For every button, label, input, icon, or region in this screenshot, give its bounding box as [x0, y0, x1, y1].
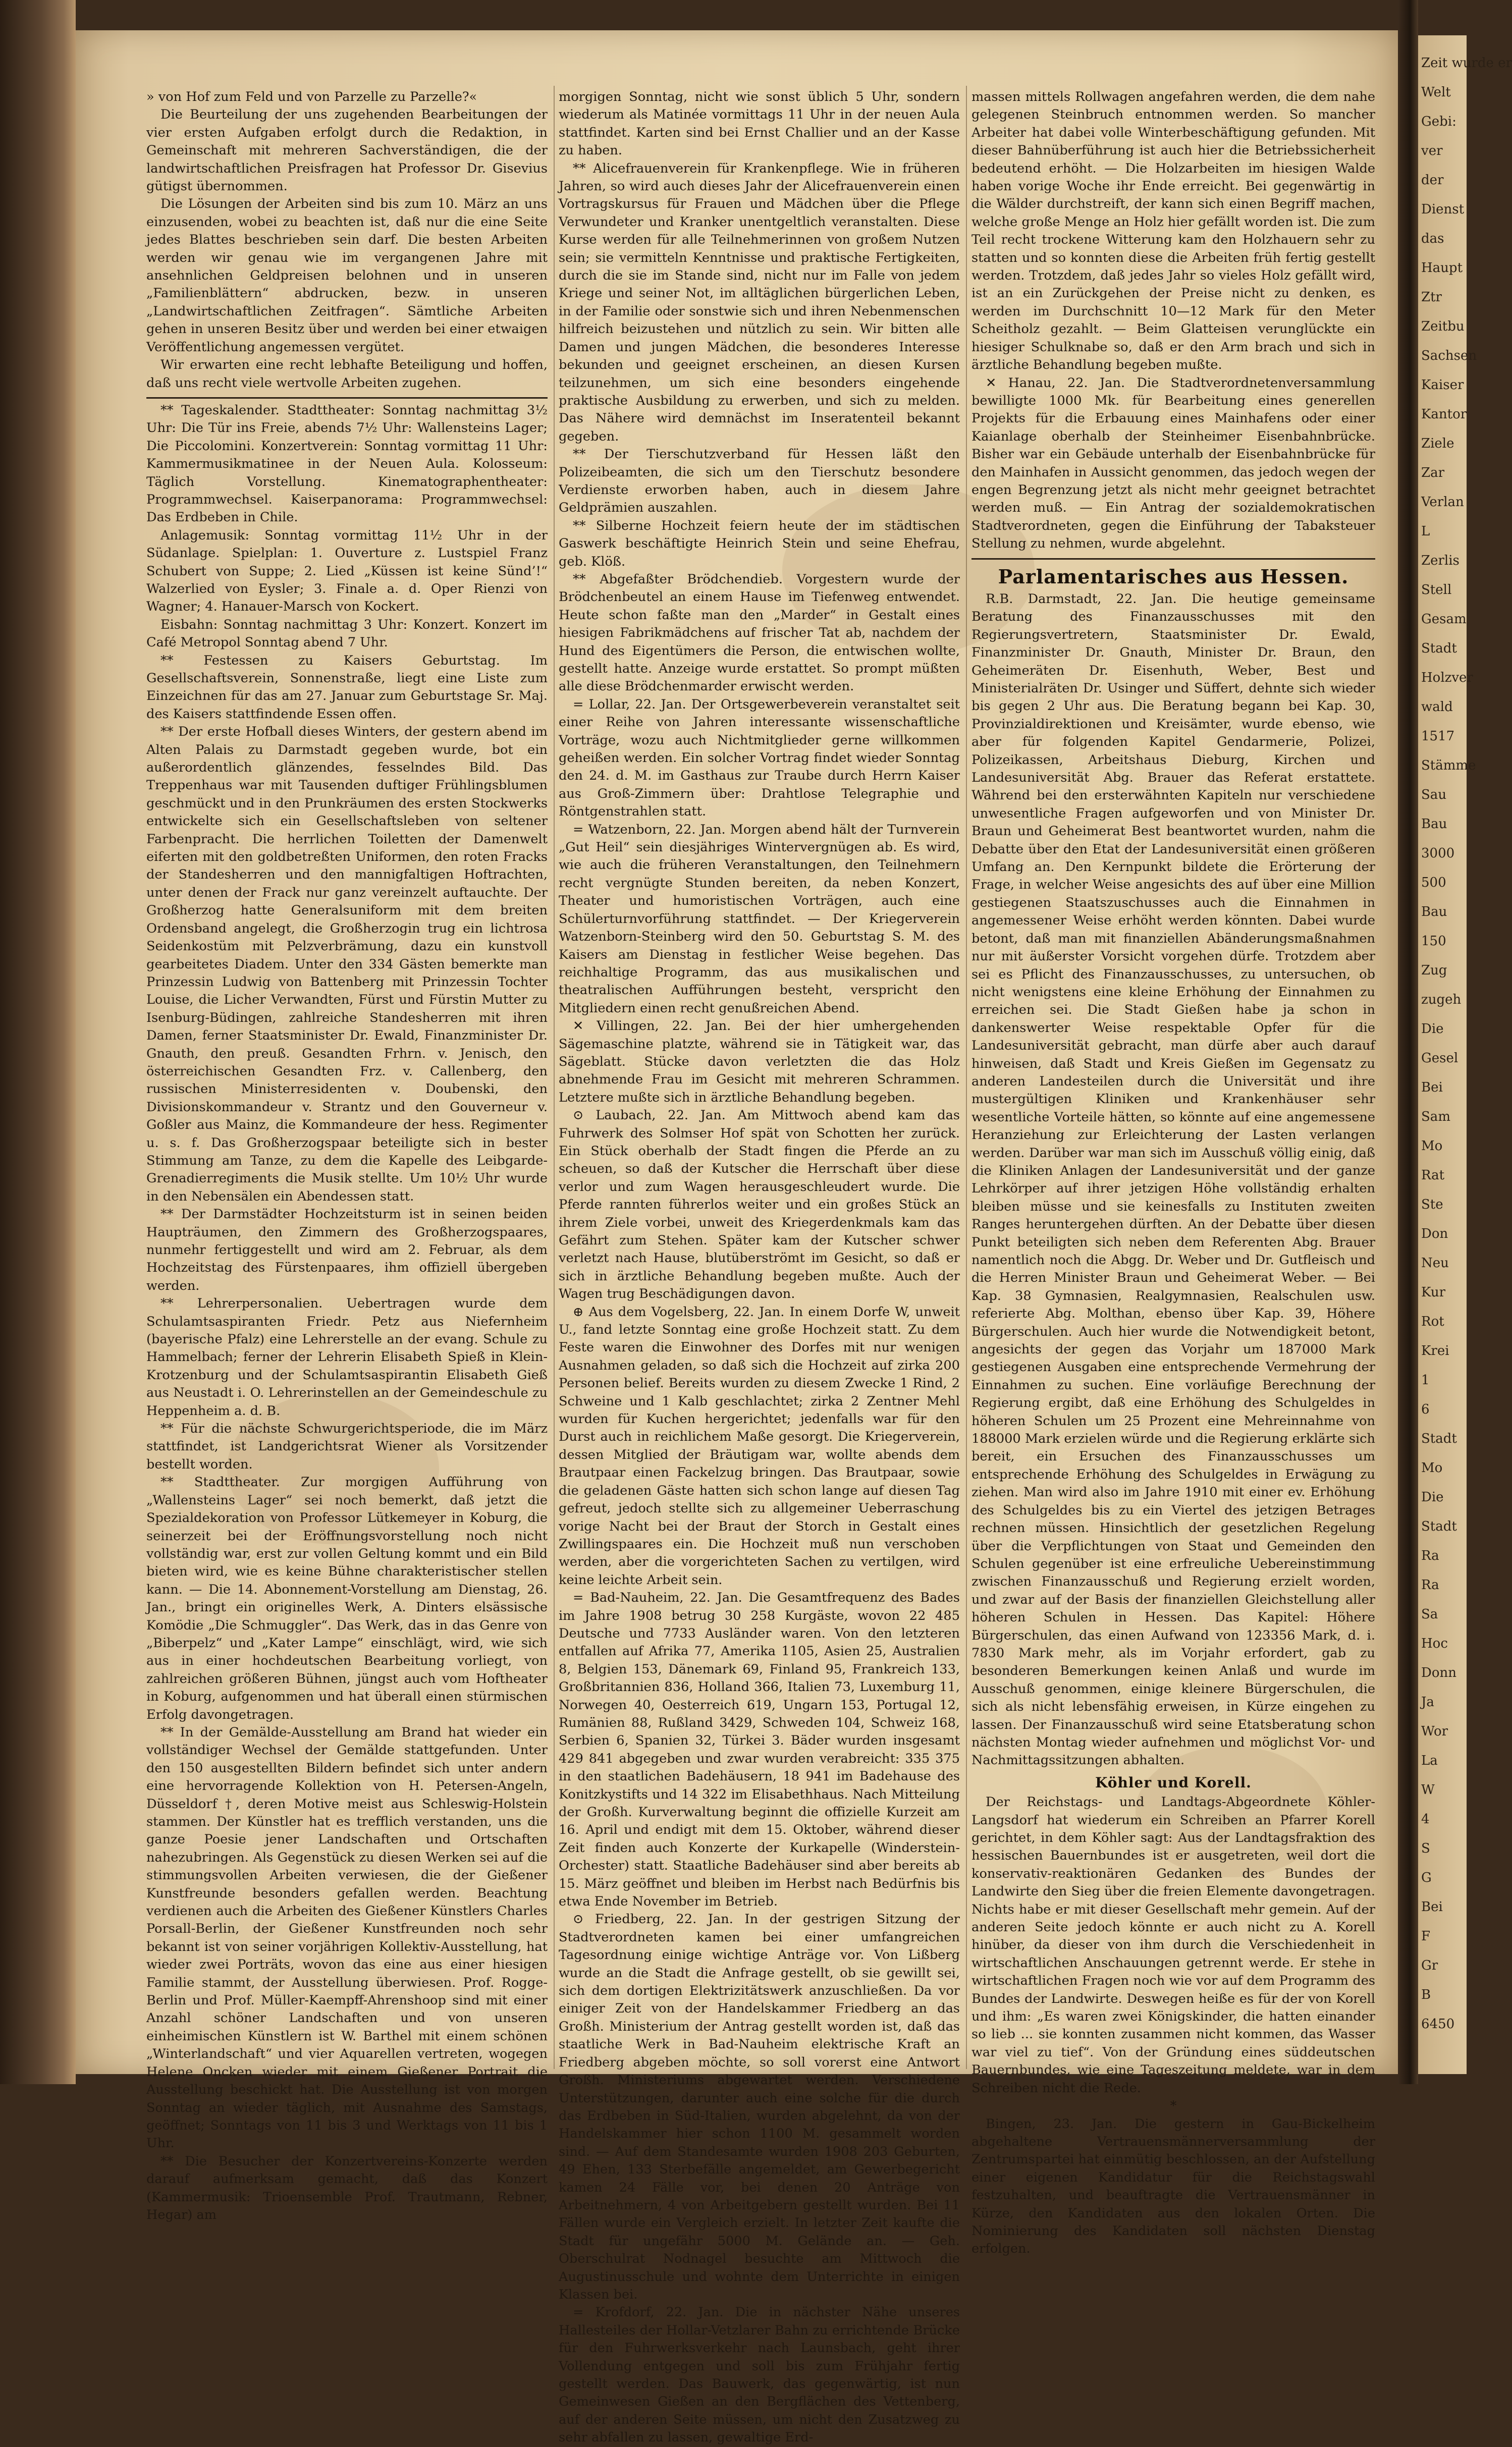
adjacent-page-fragment: Ziele [1421, 436, 1454, 451]
article-paragraph: ** Der Darmstädter Hochzeitsturm ist in seinen beiden Haupträumen, den Zimmern des Großherzogspaares, nunmehr fertiggestellt und wird am 2. Februar, als dem Hochzeitstag des Fürstenpaares, ihm offiziell übergeben werden. [146, 1207, 548, 1293]
adjacent-page-fragment: Stadt [1421, 1519, 1457, 1534]
adjacent-page-fragment: Stadt [1421, 1431, 1457, 1446]
article-paragraph: » von Hof zum Feld und von Parzelle zu Parzelle?« [146, 89, 477, 104]
adjacent-page-fragment: Welt [1421, 85, 1451, 100]
adjacent-page-fragment: Ste [1421, 1197, 1443, 1212]
adjacent-page-fragment: 4 [1421, 1812, 1430, 1827]
adjacent-page-fragment: Zeitbu [1421, 319, 1465, 334]
adjacent-page-fragment: Sau [1421, 787, 1447, 802]
adjacent-page-edge [1418, 35, 1512, 2074]
adjacent-page-fragment: das [1421, 231, 1444, 246]
article-paragraph: = Bad-Nauheim, 22. Jan. Die Gesamtfrequenz des Bades im Jahre 1908 betrug 30 258 Kurgäste, wovon 22 485 Deutsche und 7733 Ausländer waren. Von den letzteren entfallen auf Afrika 77, Amerika 1105, Asien 25, Australien 8, Belgien 153, Dänemark 69, Finland 95, Frankreich 133, Großbritannien 836, Holland 366, Italien 73, Luxemburg 11, Norwegen 40, Oesterreich 619, Ungarn 153, Portugal 12, Rumänien 88, Rußland 3429, Schweden 104, Schweiz 168, Serbien 6, Spanien 32, Türkei 3. Bäder wurden insgesamt 429 841 abgegeben und zwar wurden verabreicht: 335 375 in den staatlichen Badehäusern, 18 941 im Badehause des Konitzkystifts und 14 322 im Elisabethhaus. Nach Mitteilung der Großh. Kurverwaltung beginnt die offizielle Kurzeit am 16. April und endigt mit dem 15. Oktober, während dieser Zeit finden auch Konzerte der Kurkapelle (Winderstein-Orchester) statt. Staatliche Badehäuser sind aber bereits ab 15. März geöffnet und bleiben im Herbst nach Bedürfnis bis etwa Ende November im Betrieb. [559, 1590, 960, 1910]
adjacent-page-fragment: Haupt [1421, 260, 1463, 276]
column-3 [971, 88, 1375, 2258]
adjacent-page-fragment: Ja [1421, 1695, 1434, 1710]
adjacent-page-fragment: Ra [1421, 1548, 1439, 1563]
adjacent-page-fragment: Neu [1421, 1256, 1449, 1271]
article-paragraph: ** Für die nächste Schwurgerichtsperiode, die im März stattfindet, ist Landgerichtsrat Wiener als Vorsitzender bestellt worden. [146, 1421, 548, 1472]
adjacent-page-fragment: Zug [1421, 963, 1447, 978]
adjacent-page-fragment: S [1421, 1841, 1430, 1856]
adjacent-page-fragment: Mo [1421, 1460, 1443, 1476]
adjacent-page-fragment: Bei [1421, 1080, 1443, 1095]
article-paragraph: ⊙ Laubach, 22. Jan. Am Mittwoch abend kam das Fuhrwerk des Solmser Hof spät von Schotten her zurück. Ein Stück oberhalb der Stadt fingen die Pferde an zu scheuen, so daß der Kutscher die Herrschaft über diese verlor und zum Wagen herausgeschleudert wurde. Die Pferde rannten führerlos weiter und ein großes Stück an ihrem Ziele vorbei, unweit des Kriegerdenkmals kam das Gefährt zum Stehen. Später kam der Kutscher schwer verletzt nach Hause, blutüberströmt im Gesicht, so daß er sich in ärztliche Behandlung begeben mußte. Auch der Wagen trug Beschädigungen davon. [559, 1108, 960, 1302]
adjacent-page-fragment: La [1421, 1753, 1438, 1768]
adjacent-page-fragment: B [1421, 1987, 1431, 2002]
article-paragraph: massen mittels Rollwagen angefahren werden, die dem nahe gelegenen Steinbruch entnommen werden. So mancher Arbeiter hat dabei volle Winterbeschäftigung gefunden. Mit dieser Bahnüberführung ist auch hier die Betriebssicherheit bedeutend erhöht. — Die Holzarbeiten im hiesigen Walde haben vorige Woche ihr Ende erreicht. Bei gegenwärtig in die Wälder durchstreift, der kann sich einen Begriff machen, welche große Menge an Holz hier gefällt worden ist. Die zum Teil recht trockene Witterung kam den Holzhauern sehr zu statten und so konnten diese die Arbeiten früh fertig gestellt werden. Trotzdem, daß jedes Jahr so vieles Holz gefällt wird, ist an ein Zurückgehen der Preise nicht zu denken, es werden im Durchschnitt 10—12 Mark für den Meter Scheitholz gezahlt. — Beim Glatteisen verunglückte ein hiesiger Schulknabe so, daß er den Arm brach und sich in ärztliche Behandlung begeben mußte. [971, 89, 1375, 373]
adjacent-page-fragment: 3000 [1421, 846, 1455, 861]
column-rule [966, 86, 967, 2069]
adjacent-page-fragment: Don [1421, 1226, 1448, 1241]
adjacent-page-fragment: Zerlis [1421, 553, 1460, 568]
article-paragraph: Wir erwarten eine recht lebhafte Beteiligung und hoffen, daß uns recht viele wertvolle Arbeiten zugehen. [146, 357, 548, 391]
column-2 [559, 88, 960, 2447]
article-paragraph: ⊕ Aus dem Vogelsberg, 22. Jan. In einem Dorfe W, unweit U., fand letzte Sonntag eine große Hochzeit statt. Zu dem Feste waren die Einwohner des Dorfes mit nur wenigen Ausnahmen geladen, so daß sich die Hochzeit auf zirka 200 Personen belief. Bereits wurden zu diesem Zwecke 1 Rind, 2 Schweine und 1 Kalb geschlachtet; zirka 2 Zentner Mehl wurden für Kuchen hergerichtet; jedenfalls war für den Durst auch in reichlichem Maße gesorgt. Die Kriegerverein, dessen Mitglied der Bräutigam war, wollte abends dem Brautpaar einen Fackelzug bringen. Das Brautpaar, sowie die geladenen Gäste hatten sich schon lange auf diesen Tag gefreut, jedoch stellte sich zu allgemeiner Ueberraschung vorige Nacht bei der Braut der Storch in Gestalt eines Zwillingspaares ein. Die Hochzeit muß nun verschoben werden, aber die vorgerichteten Sachen zu vertilgen, wird keine leichte Arbeit sein. [559, 1304, 960, 1588]
column-rule [554, 86, 555, 2069]
adjacent-page-fragment: Sam [1421, 1109, 1450, 1124]
article-paragraph: ** Silberne Hochzeit feiern heute der im städtischen Gaswerk beschäftigte Heinrich Stein und seine Ehefrau, geb. Klöß. [559, 518, 960, 569]
adjacent-page-fragment: Die [1421, 1021, 1444, 1037]
adjacent-page-fragment: W [1421, 1782, 1435, 1798]
adjacent-page-fragment: 6450 [1421, 2017, 1455, 2032]
article-paragraph: ✕ Hanau, 22. Jan. Die Stadtverordnetenversammlung bewilligte 1000 Mk. für Bearbeitung eines generellen Projekts für die Erbauung eines Mainhafens oder einer Kaianlage oberhalb der Steinheimer Eisenbahnbrücke. Bisher war ein Gebäude unterhalb der Eisenbahnbrücke für den Mainhafen in Aussicht genommen, das jedoch wegen der engen Begrenzung jetzt als nicht mehr geeignet betrachtet werden muß. — Ein Antrag der sozialdemokratischen Stadtverordneten, gegen die Einführung der Tabaksteuer Stellung zu nehmen, wurde abgelehnt. [971, 375, 1375, 552]
article-paragraph: ** Der Tierschutzverband für Hessen läßt den Polizeibeamten, die sich um den Tierschutz besondere Verdienste erworben haben, auch in diesem Jahre Geldprämien auszahlen. [559, 447, 960, 516]
adjacent-page-fragment: Bau [1421, 817, 1447, 832]
subsection-heading: Köhler und Korell. [1095, 1774, 1252, 1791]
adjacent-page-fragment: Zeit wurde er [1421, 56, 1512, 71]
adjacent-page-fragment: Stämme [1421, 758, 1476, 773]
article-paragraph: ** Festessen zu Kaisers Geburtstag. Im Gesellschaftsverein, Sonnenstraße, liegt eine Liste zum Einzeichnen für das am 27. Januar zum Geburtstage Sr. Maj. des Kaisers stattfindende Essen offen. [146, 652, 548, 722]
section-divider [971, 558, 1375, 560]
article-paragraph: = Watzenborn, 22. Jan. Morgen abend hält der Turnverein „Gut Heil“ sein diesjähriges Wintervergnügen ab. Es wird, wie auch die früheren Veranstaltungen, den Teilnehmern recht vergnügte Stunden bereiten, da neben Konzert, Theater und humoristischen Vorträgen, auch eine Schülerturnvorführung stattfindet. — Der Kriegerverein Watzenborn-Steinberg wird den 50. Geburtstag S. M. des Kaisers am Dienstag in festlicher Weise begehen. Das reichhaltige Programm, das aus musikalischen und theatralischen Aufführungen besteht, verspricht den Mitgliedern einen recht genußreichen Abend. [559, 822, 960, 1016]
adjacent-page-fragment: Holzver [1421, 670, 1473, 685]
adjacent-page-fragment: Zar [1421, 465, 1444, 480]
adjacent-page-fragment: Rat [1421, 1168, 1445, 1183]
article-paragraph: morgigen Sonntag, nicht wie sonst üblich 5 Uhr, sondern wiederum als Matinée vormittags 11 Uhr in der neuen Aula stattfindet. Karten sind bei Ernst Challier und an der Kasse zu haben. [559, 89, 960, 158]
adjacent-page-fragment: der [1421, 173, 1444, 188]
article-paragraph: ** Der erste Hofball dieses Winters, der gestern abend im Alten Palais zu Darmstadt gegeben wurde, bot ein außerordentlich glänzendes, fesselndes Bild. Das Treppenhaus war mit Tausenden duftiger Frühlingsblumen geschmückt und in den Prunkräumen des ersten Stockwerks entwickelte sich ein Gesellschaftsleben von seltener Farbenpracht. Die herrlichen Toiletten der Damenwelt eiferten mit den goldbetreßten Uniformen, den roten Fracks der Standesherren und den mannigfaltigen Hoftrachten, unter denen der Frack nur ganz vereinzelt auftauchte. Der Großherzog hatte Generalsuniform mit dem breiten Ordensband angelegt, die Großherzogin trug ein lichtrosa Seidenkostüm mit Pelzverbrämung, dazu ein kunstvoll gearbeitetes Diadem. Unter den 334 Gästen bemerkte man Prinzessin Ludwig von Battenberg mit Prinzessin Tochter Louise, die Licher Verwandten, Fürst und Fürstin Mutter zu Isenburg-Büdingen, zahlreiche Standesherren mit ihren Damen, ferner Staatsminister Dr. Ewald, Finanzminister Dr. Gnauth, den preuß. Gesandten Frhrn. v. Jenisch, den österreichischen Gesandten Frz. v. Callenberg, den russischen Ministerresidenten v. Doubenski, den Divisionskommandeur v. Strantz und den Gouverneur v. Goßler aus Mainz, die Kommandeure der hess. Regimenter u. s. f. Das Großherzogspaar beteiligte sich in bester Stimmung am Tanze, zu dem die Kapelle des Leibgarde-Grenadierregiments die Musik stellte. Um 10½ Uhr wurde in den Nebensälen ein Abendessen statt. [146, 724, 548, 1204]
article-paragraph: R.B. Darmstadt, 22. Jan. Die heutige gemeinsame Beratung des Finanzausschusses mit den Regierungsvertretern, Staatsminister Dr. Ewald, Finanzminister Dr. Gnauth, Minister Dr. Braun, den Geheimeräten Dr. Eisenhuth, Weber, Best und Ministerialräten Dr. Usinger und Süffert, dehnte sich wieder bis gegen 2 Uhr aus. Die Beratung begann bei Kap. 30, Provinzialdirektionen und Kreisämter, wurde ebenso, wie aber für folgenden Kapitel Gendarmerie, Polizei, Polizeikassen, Arbeitshaus Dieburg, Kirchen und Landesuniversität Abg. Brauer das Referat erstattete. Während bei den ersterwähnten Kapiteln nur verschiedene unwesentliche Fragen aufgeworfen und von Minister Dr. Braun und Geheimerat Best beantwortet wurden, nahm die Debatte über den Etat der Landesuniversität einen größeren Umfang an. Den Kernpunkt bildete die Erörterung der Frage, in welcher Weise angesichts des auf über eine Million gestiegenen Staatszuschusses auch die Einnahmen in angemessener Weise erhöht werden könnten. Dabei wurde betont, daß man mit finanziellen Abänderungsmaßnahmen nur mit äußerster Vorsicht vorgehen dürfe. Trotzdem aber sei es Pflicht des Finanzausschusses, zu untersuchen, ob nicht wenigstens eine kleine Erhöhung der Einnahmen zu erreichen sei. Die Stadt Gießen habe ja schon in dankenswerter Weise respektable Opfer für die Landesuniversität gebracht, man dürfe aber auch darauf hinweisen, daß Stadt und Kreis Gießen im Gegensatz zu anderen Landesteilen durch die Universität und ihre mustergültigen Kliniken und Krankenhäuser sehr wesentliche Vorteile hätten, so könnte auf eine angemessene Heranziehung zur Erleichterung der Lasten verlangen werden. Darüber war man sich im Ausschuß völlig einig, daß die Kliniken Anlagen der Landesuniversität und der ganze Lehrkörper auf ihrer jetzigen Höhe vollständig erhalten bleiben müsse und sie keinesfalls zu Instituten zweiten Ranges heruntergehen dürften. An der Debatte über diesen Punkt beteiligten sich neben dem Referenten Abg. Brauer namentlich noch die Abgg. Dr. Weber und Dr. Gutfleisch und die Herren Minister Braun und Geheimerat Weber. — Bei Kap. 38 Gymnasien, Realgymnasien, Realschulen usw. referierte Abg. Molthan, ebenso über Kap. 39, Höhere Bürgerschulen. Auch hier wurde die Notwendigkeit betont, angesichts der gegen das Vorjahr um 187000 Mark gestiegenen Ausgaben eine entsprechende Vermehrung der Einnahmen zu suchen. Eine vorläufige Berechnung der Regierung ergibt, daß eine Erhöhung des Schulgeldes in höheren Schulen um 25 Prozent eine Mehreinnahme von 188000 Mark erzielen würde und die Regierung erklärte sich bereit, ein Ersuchen des Finanzausschusses um entsprechende Erhöhung des Schulgeldes in Erwägung zu ziehen. Man wird also im Jahre 1910 mit einer ev. Erhöhung des Schulgeldes bis zu ein Viertel des jetzigen Betrages rechnen müssen. Hinsichtlich der gesetzlichen Regelung über die Verpflichtungen von Staat und Gemeinden den Schulen gegenüber ist eine erfreuliche Uebereinstimmung zwischen Finanzausschuß und Regierung erzielt worden, und zwar auf der Basis der finanziellen Gleichstellung aller höheren Schulen in Hessen. Das Kapitel: Höhere Bürgerschulen, das einen Aufwand von 123356 Mark, d. i. 7830 Mark mehr, als im Vorjahr erfordert, gab zu besonderen Bemerkungen keinen Anlaß und wurde im Ausschuß genommen, einige kleinere Bürgerschulen, die sich als nicht lebensfähig erweisen, in Kürze eingehen zu lassen. Der Finanzausschuß wird seine Etatsberatung schon nächsten Montag wieder aufnehmen und möglichst Vor- und Nachmittagssitzungen abhalten. [971, 591, 1375, 1768]
adjacent-page-fragment: wald [1421, 699, 1453, 715]
section-divider [146, 397, 548, 399]
article-paragraph: ⊙ Friedberg, 22. Jan. In der gestrigen Sitzung der Stadtverordneten kamen bei einer umfangreichen Tagesordnung einige wichtige Anträge vor. Von Lißberg wurde an die Stadt die Anfrage gestellt, ob sie gewillt sei, sich dem dortigen Elektrizitätswerk anzuschließen. Da vor einiger Zeit von der Handelskammer Friedberg an das Großh. Ministerium der Antrag gestellt worden ist, daß das staatliche Werk in Bad-Nauheim elektrische Kraft an Friedberg abgeben möchte, so soll vorerst eine Antwort Großh. Ministeriums abgewartet werden. Verschiedene Unterstützungen, darunter auch eine solche für die durch das Erdbeben in Süd-Italien, wurden abgelehnt, da von der Handelskammer hier schon 1100 M. gesammelt worden sind. — Auf dem Standesamte wurden 1908 203 Geburten, 49 Ehen, 133 Sterbefälle angemeldet, am Gewerbegericht kamen 24 Fälle vor, bei denen 20 Anträge von Arbeitnehmern, 4 von Arbeitgebern gestellt wurden. Bei 11 Fällen wurde ein Vergleich erzielt. In letzter Zeit kaufte die Stadt für ungefähr 5000 M. Gelände an. — Geh. Oberschulrat Nodnagel besuchte am Mittwoch die Augustinusschule und wohnte dem Unterrichte in einigen Klassen bei. [559, 1912, 960, 2302]
adjacent-page-fragment: Kantor [1421, 407, 1467, 422]
article-paragraph: Anlagemusik: Sonntag vormittag 11½ Uhr in der Südanlage. Spielplan: 1. Ouverture z. Lustspiel Franz Schubert von Suppe; 2. Lied „Küssen ist keine Sünd’!“ Walzerlied von Eysler; 3. Finale a. d. Oper Rienzi von Wagner; 4. Hanauer-Marsch von Kockert. [146, 527, 548, 615]
article-paragraph: Der Reichstags- und Landtags-Abgeordnete Köhler-Langsdorf hat wiederum ein Schreiben an Pfarrer Korell gerichtet, in dem Köhler sagt: Aus der Landtagsfraktion des hessischen Bauernbundes ist er ausgetreten, weil dort die konservativ-reaktionären Gedanken des Bundes der Landwirte den Sieg über die freien Elemente davongetragen. Nichts habe er mit dieser Gesellschaft mehr gemein. Auf der anderen Seite jedoch könnte er auch nicht zu A. Korell hinüber, da dieser von ihm durch die Verschiedenheit in wirtschaftlichen Anschauungen getrennt werde. Er stehe in wirtschaftlichen Fragen noch wie vor auf dem Programm des Bundes der Landwirte. Deswegen heiße es für der von Korell und ihm: „Es waren zwei Königskinder, die hatten einander so lieb ... sie konnten zusammen nicht kommen, das Wasser war viel zu tief“. Von der Gründung eines süddeutschen Bauernbundes, wie eine Tageszeitung meldete, war in dem Schreiben nicht die Rede. [971, 1795, 1375, 2096]
adjacent-page-fragment: Krei [1421, 1343, 1449, 1358]
article-paragraph: ** Die Besucher der Konzertvereins-Konzerte werden darauf aufmerksam gemacht, daß das Konzert (Kammermusik: Trioensemble Prof. Trautmann, Rebner, Hegar) am [146, 2153, 548, 2222]
adjacent-page-fragment: Kur [1421, 1285, 1446, 1300]
adjacent-page-fragment: Gebi: [1421, 114, 1456, 129]
article-paragraph: ** Abgefaßter Brödchendieb. Vorgestern wurde der Brödchenbeutel an einem Hause im Tiefenweg entwendet. Heute schon faßte man den „Marder“ in Gestalt eines hiesigen Fabrikmädchens auf frischer Tat ab, nachdem der Hund des Eigentümers die Person, die entwischen wollte, gestellt hatte. Anzeige wurde erstattet. So prompt müßten alle diese Brödchenmarder erwischt werden. [559, 571, 960, 694]
adjacent-page-fragment: Donn [1421, 1665, 1456, 1680]
adjacent-page-fragment: Rot [1421, 1314, 1444, 1329]
section-heading: Parlamentarisches aus Hessen. [998, 565, 1349, 588]
adjacent-page-fragment: 500 [1421, 875, 1446, 890]
article-paragraph: Die Lösungen der Arbeiten sind bis zum 10. März an uns einzusenden, wobei zu beachten ist, daß nur die eine Seite jedes Blattes beschrieben sein darf. Die besten Arbeiten werden wir genau wie im vergangenen Jahre mit ansehnlichen Geldpreisen belohnen und in unseren „Familienblättern“ abdrucken, bezw. in unseren „Landwirtschaftlichen Zeitfragen“. Sämtliche Arbeiten gehen in unseren Besitz über und werden bei einer etwaigen Veröffentlichung angemessen vergütet. [146, 196, 548, 355]
article-paragraph: Bingen, 23. Jan. Die gestern in Gau-Bickelheim abgehaltene Vertrauensmännerversammlung der Zentrumspartei hat einmütig beschlossen, an der Aufstellung einer eigenen Kandidatur für die Reichstagswahl festzuhalten, und beauftragte die Vertrauensmänner in Kürze, den Kandidaten aus den lokalen Orten. Die Nominierung des Kandidaten soll nächsten Dienstag erfolgen. [971, 2116, 1375, 2257]
adjacent-page-fragment: 1517 [1421, 729, 1455, 744]
adjacent-page-fragment: zugeh [1421, 992, 1462, 1007]
adjacent-page-fragment: Wor [1421, 1724, 1448, 1739]
adjacent-page-fragment: ver [1421, 143, 1443, 158]
adjacent-page-fragment: Sa [1421, 1607, 1438, 1622]
article-paragraph: = Lollar, 22. Jan. Der Ortsgewerbeverein veranstaltet seit einer Reihe von Jahren interessante wissenschaftliche Vorträge, wozu auch Nichtmitglieder gerne willkommen geheißen werden. Ein solcher Vortrag findet wieder Sonntag den 24. d. M. im Gasthaus zur Traube durch Herrn Kaiser aus Groß-Zimmern über: Drahtlose Telegraphie und Röntgenstrahlen statt. [559, 696, 960, 820]
article-paragraph: ** Alicefrauenverein für Krankenpflege. Wie in früheren Jahren, so wird auch dieses Jahr der Alicefrauenverein einen Vortragskursus für Frauen und Mädchen über die Pflege Verwundeter und Kranker unentgeltlich veranstalten. Diese Kurse werden für alle Teilnehmerinnen von großem Nutzen sein; sie vermitteln Kenntnisse und praktische Fertigkeiten, durch die sie im Stande sind, nicht nur im Falle von jedem Kriege und seiner Not, im alltäglichen bürgerlichen Leben, in der Familie oder sonstwie sich und ihren Nebenmenschen hilfreich beizustehen und nützlich zu sein. Wir bitten alle Damen und jungen Mädchen, die besonderes Interesse bekunden und geeignet erscheinen, an diesen Kursen teilzunehmen, um sich eine besonders eingehende praktische Ausbildung zu erwerben, und sich zu melden. Das Nähere wird demnächst im Inseratenteil bekannt gegeben. [559, 160, 960, 444]
adjacent-page-fragment: Sachsen [1421, 348, 1477, 363]
adjacent-page-fragment: 1 [1421, 1373, 1430, 1388]
asterisk-separator: * [1170, 2098, 1177, 2114]
adjacent-page-fragment: Gr [1421, 1958, 1438, 1973]
article-paragraph: ** In der Gemälde-Ausstellung am Brand hat wieder ein vollständiger Wechsel der Gemälde stattgefunden. Unter den 150 ausgestellten Bildern befindet sich unter andern eine hervorragende Kollektion von H. Petersen-Angeln, Düsseldorf †, deren Motive meist aus Schleswig-Holstein stammen. Der Künstler hat es trefflich verstanden, uns die ganze Poesie jener Landschaften und Ortschaften nahezubringen. Als Gegenstück zu diesen Werken sei auf die stimmungsvollen Arbeiten verwiesen, die der Gießener Kunstfreunde besonders gefallen werden. Beachtung verdienen auch die Arbeiten des Gießener Künstlers Charles Porsall-Berlin, der Gießener Kunstfreunden noch sehr bekannt ist von seiner vorjährigen Kollektiv-Ausstellung, hat wieder zwei Porträts, wovon das eine aus einer hiesigen Familie stammt, der Ausstellung überwiesen. Prof. Rogge-Berlin und Prof. Müller-Kaempff-Ahrenshoop sind mit einer Anzahl schöner Landschaften und von unseren einheimischen Künstlern ist W. Barthel mit einem schönen „Winterlandschaft“ und vier Aquarellen vertreten, wogegen Helene Oncken wieder mit einem Gießener Portrait die Ausstellung beschickt hat. Die Ausstellung ist von morgen Sonntag an wieder täglich, mit Ausnahme des Samstags, geöffnet; Sonntags von 11 bis 3 und Werktags von 11 bis 1 Uhr. [146, 1724, 548, 2151]
adjacent-page-fragment: Ztr [1421, 290, 1442, 305]
adjacent-page-fragment: Verlan [1421, 495, 1464, 510]
adjacent-page-fragment: Bei [1421, 1899, 1443, 1915]
adjacent-page-fragment: Dienst [1421, 202, 1465, 217]
article-paragraph: Die Beurteilung der uns zugehenden Bearbeitungen der vier ersten Aufgaben erfolgt durch die Redaktion, in Gemeinschaft mit mehreren Sachverständigen, die der landwirtschaftlichen Preisfragen hat Professor Dr. Gisevius gütigst übernommen. [146, 107, 548, 194]
adjacent-page-fragment: Stell [1421, 582, 1452, 597]
article-paragraph: = Krofdorf, 22. Jan. Die in nächster Nähe unseres Hallesteiles der Hollar-Vetzlarer Bahn zu errichtende Brücke für den Fuhrwerksverkehr nach Launsbach, geht ihrer Vollendung entgegen und soll bis zum Frühjahr fertig gestellt werden. Das Bauwerk, das gegenwärtig, ist nun Gemeinwesen Gießen an den Bergflächen des Vettenberg, auf der anderen Seite müssen, um nicht den Zusatzweg zu sehr abfallen zu lassen, gewaltige Erd- [559, 2305, 960, 2445]
article-paragraph: ✕ Villingen, 22. Jan. Bei der hier umhergehenden Sägemaschine platzte, während sie in Tätigkeit war, das Sägeblatt. Stücke davon verletzten die das Holz abnehmende Frau im Gesicht mit mehreren Schrammen. Letztere mußte sich in ärztliche Behandlung begeben. [559, 1018, 960, 1105]
article-paragraph: ** Stadttheater. Zur morgigen Aufführung von „Wallensteins Lager“ sei noch bemerkt, daß jetzt die Spezialdekoration von Professor Lütkemeyer in Koburg, die seinerzeit bei der Eröffnungsvorstellung noch nicht vollständig war, erst zur vollen Geltung kommt und ein Bild bieten wird, wie es keine Bühne charakteristischer stellen kann. — Die 14. Abonnement-Vorstellung am Dienstag, 26. Jan., bringt ein originelles Werk, A. Dinters elsässische Komödie „Die Schmuggler“. Das Werk, das in das Genre von „Biberpelz“ und „Kater Lampe“ einschlägt, wird, wie sich aus in einer hochdeutschen Bearbeitung vorliegt, von zahlreichen größeren Bühnen, jüngst auch vom Hoftheater in Koburg, aufgenommen und hat überall einen stürmischen Erfolg davongetragen. [146, 1475, 548, 1722]
adjacent-page-fragment: F [1421, 1929, 1431, 1944]
adjacent-page-fragment: G [1421, 1870, 1432, 1885]
adjacent-page-fragment: Hoc [1421, 1636, 1448, 1651]
adjacent-page-fragment: Stadt [1421, 641, 1457, 656]
adjacent-page-fragment: Kaiser [1421, 377, 1464, 393]
adjacent-page-fragment: Gesel [1421, 1051, 1459, 1066]
adjacent-page-fragment: 150 [1421, 934, 1446, 949]
column-1 [146, 88, 548, 2224]
adjacent-page-fragment: Bau [1421, 904, 1447, 919]
book-gutter [1398, 0, 1418, 2084]
article-paragraph: ** Tageskalender. Stadttheater: Sonntag nachmittag 3½ Uhr: Die Tür ins Freie, abends 7½ Uhr: Wallensteins Lager; Die Piccolomini. Konzertverein: Sonntag vormittag 11 Uhr: Kammermusikmatinee in der Neuen Aula. Kolosseum: Täglich Vorstellung. Kinematographentheater: Programmwechsel. Kaiserpanorama: Programmwechsel: Das Erdbeben in Chile. [146, 402, 548, 525]
adjacent-page-fragment: L [1421, 524, 1430, 539]
adjacent-page-fragment: 6 [1421, 1402, 1430, 1417]
adjacent-page-fragment: Die [1421, 1490, 1444, 1505]
book-spine [0, 0, 76, 2084]
adjacent-page-fragment: Ra [1421, 1578, 1439, 1593]
article-paragraph: ** Lehrerpersonalien. Uebertragen wurde dem Schulamtsaspiranten Friedr. Petz aus Niefernheim (bayerische Pfalz) eine Lehrerstelle an der evang. Schule zu Hammelbach; ferner der Lehrerin Elisabeth Spieß in Klein-Krotzenburg und der Schulamtsaspirantin Elisabeth Gieß aus Neustadt i. O. Lehrerinstellen an der Gemeindeschule zu Heppenheim a. d. B. [146, 1296, 548, 1419]
adjacent-page-fragment: Gesam [1421, 612, 1467, 627]
adjacent-page-fragment: Mo [1421, 1138, 1443, 1154]
article-paragraph: Eisbahn: Sonntag nachmittag 3 Uhr: Konzert. Konzert im Café Metropol Sonntag abend 7 Uhr. [146, 617, 548, 650]
